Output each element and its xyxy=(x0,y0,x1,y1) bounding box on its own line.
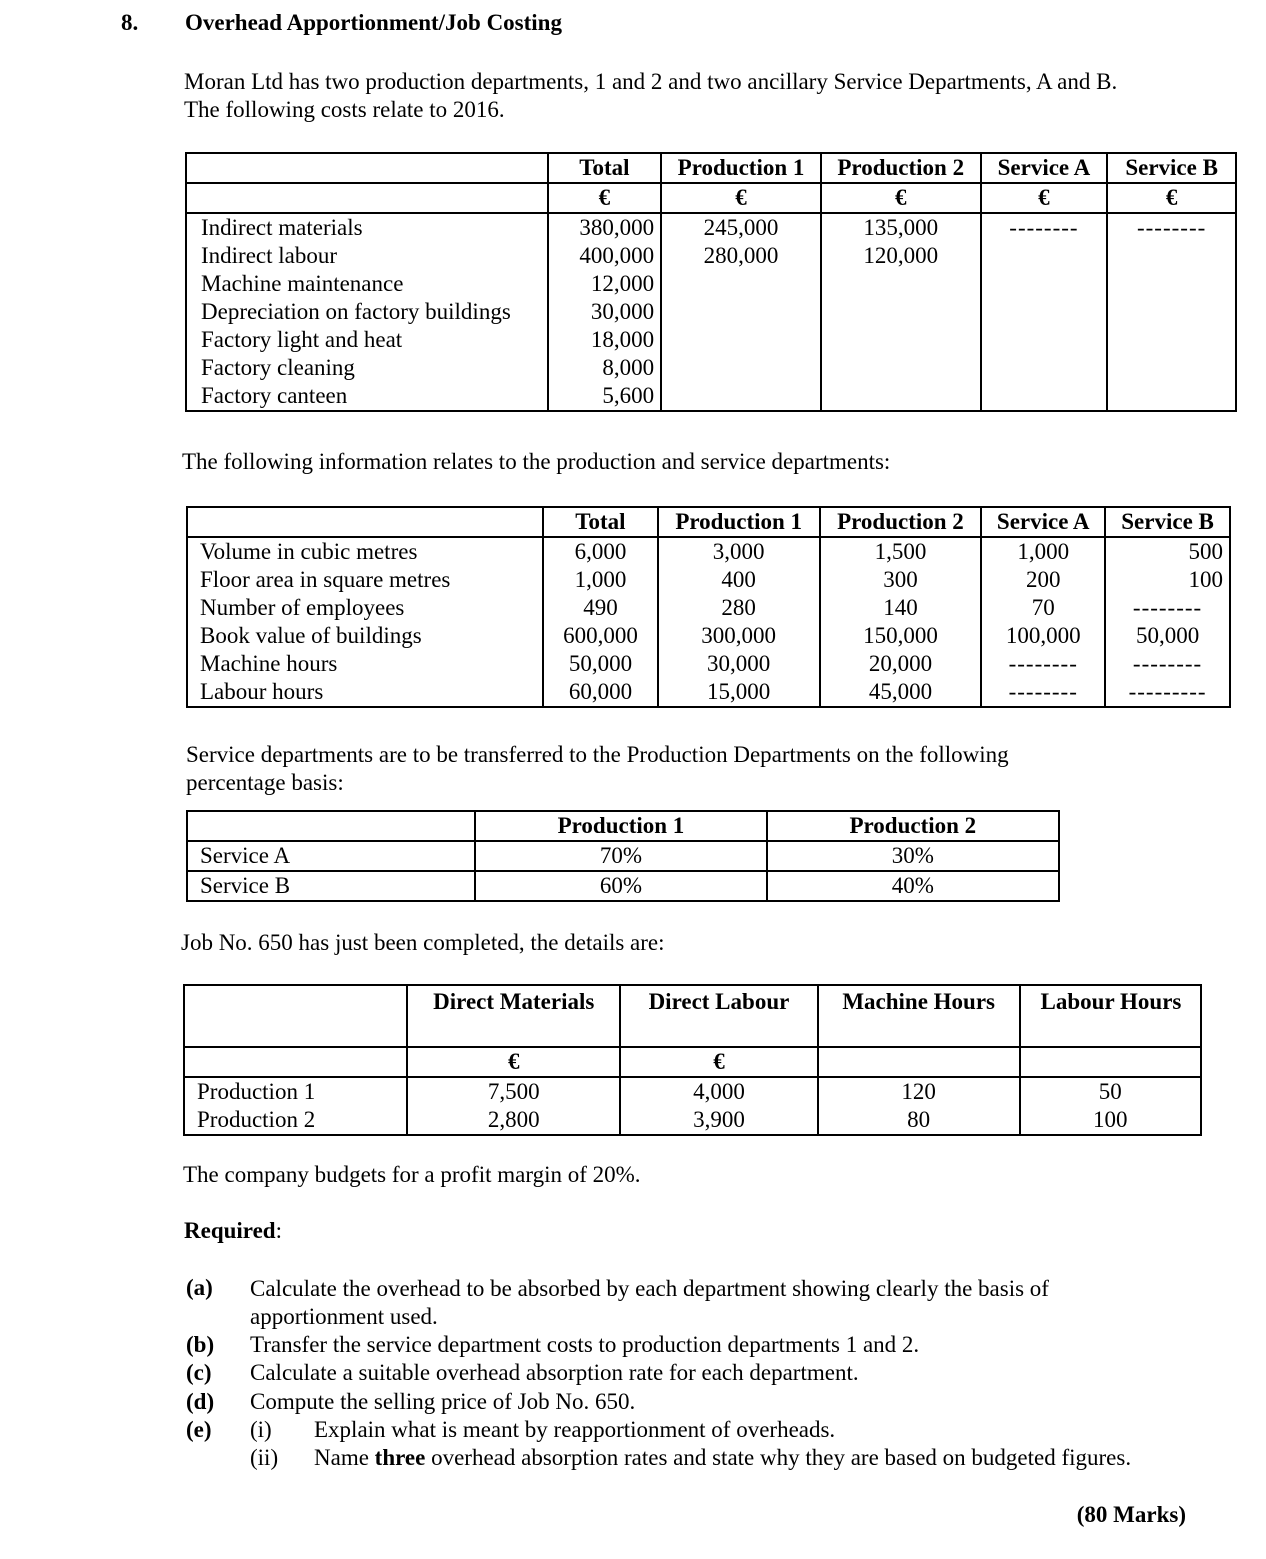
table-row xyxy=(184,1077,1201,1106)
cell-service-a: -------- xyxy=(981,678,1105,707)
table-row xyxy=(187,566,1230,594)
task-a-line-2: apportionment used. xyxy=(250,1304,438,1329)
row-label: Labour hours xyxy=(187,678,543,707)
costs-currency-total: € xyxy=(548,183,662,213)
intro-line-1: Moran Ltd has two production departments, 1 and 2 and two ancillary Service Departments, A and B. xyxy=(184,69,1118,94)
cell-production-2: 300 xyxy=(820,566,982,594)
cell-service-a xyxy=(981,298,1108,326)
cell-production-1 xyxy=(661,382,821,411)
table-row xyxy=(187,871,1059,901)
table-row xyxy=(184,1106,1201,1135)
transfer-header-production-1: Production 1 xyxy=(475,811,766,841)
cell-service-b: -------- xyxy=(1107,213,1236,242)
transfer-header-row xyxy=(187,811,1059,841)
cell-total: 380,000 xyxy=(548,213,662,242)
cell-service-b: --------- xyxy=(1105,678,1230,707)
task-text-a xyxy=(250,1275,1049,1331)
cell-service-a xyxy=(981,270,1108,298)
info-header-row xyxy=(187,507,1230,537)
task-label-d: (d) xyxy=(186,1389,215,1414)
cell-labour-hours: 50 xyxy=(1020,1077,1201,1106)
cell-service-a: -------- xyxy=(981,650,1105,678)
cell-service-b xyxy=(1107,382,1236,411)
cell-service-a: 100,000 xyxy=(981,622,1105,650)
cell-total: 400,000 xyxy=(548,242,662,270)
cell-production-2: 150,000 xyxy=(820,622,982,650)
cell-direct-materials: 7,500 xyxy=(407,1077,620,1106)
costs-currency-service-b: € xyxy=(1107,183,1236,213)
job-currency-blank xyxy=(184,1047,407,1077)
cell-service-b: 50,000 xyxy=(1105,622,1230,650)
cell-production-1 xyxy=(661,326,821,354)
cell-service-a: 200 xyxy=(981,566,1105,594)
task-e-ii-pre: Name xyxy=(314,1445,375,1470)
job-header-direct-materials: Direct Materials xyxy=(407,985,620,1047)
row-label: Book value of buildings xyxy=(187,622,543,650)
row-label: Factory light and heat xyxy=(186,326,548,354)
cell-service-a xyxy=(981,242,1108,270)
info-header-total: Total xyxy=(543,507,658,537)
required-colon: : xyxy=(275,1218,282,1243)
cell-service-a: 70 xyxy=(981,594,1105,622)
info-header-service-b: Service B xyxy=(1105,507,1230,537)
task-a-line-1: Calculate the overhead to be absorbed by each department showing clearly the basis of xyxy=(250,1276,1049,1301)
costs-header-row xyxy=(186,153,1236,183)
task-label-b: (b) xyxy=(186,1332,215,1357)
task-label-e: (e) xyxy=(186,1417,212,1442)
table-row xyxy=(187,594,1230,622)
info-intro-text: The following information relates to the production and service departments: xyxy=(182,449,891,474)
row-label: Service B xyxy=(187,871,475,901)
task-text-b: Transfer the service department costs to production departments 1 and 2. xyxy=(250,1332,920,1357)
cell-production-2 xyxy=(821,326,981,354)
costs-table xyxy=(185,152,1237,412)
question-title: Overhead Apportionment/Job Costing xyxy=(185,10,562,35)
cell-total: 60,000 xyxy=(543,678,658,707)
job-header-blank xyxy=(184,985,407,1047)
cell-machine-hours: 80 xyxy=(818,1106,1020,1135)
cell-labour-hours: 100 xyxy=(1020,1106,1201,1135)
job-currency-direct-materials: € xyxy=(407,1047,620,1077)
cell-service-b xyxy=(1107,242,1236,270)
job-currency-machine-hours xyxy=(818,1047,1020,1077)
task-e-sub-text-ii xyxy=(314,1445,1131,1471)
intro-text xyxy=(184,68,1117,124)
row-label: Machine hours xyxy=(187,650,543,678)
cell-service-a xyxy=(981,326,1108,354)
table-row xyxy=(186,382,1236,411)
row-label: Factory cleaning xyxy=(186,354,548,382)
cell-total: 600,000 xyxy=(543,622,658,650)
intro-line-2: The following costs relate to 2016. xyxy=(184,97,505,122)
row-label: Depreciation on factory buildings xyxy=(186,298,548,326)
row-label: Floor area in square metres xyxy=(187,566,543,594)
cell-service-b: 500 xyxy=(1105,537,1230,566)
cell-production-1: 3,000 xyxy=(658,537,820,566)
task-label-c: (c) xyxy=(186,1360,212,1385)
cell-production-2: 135,000 xyxy=(821,213,981,242)
costs-currency-service-a: € xyxy=(981,183,1108,213)
cell-production-1 xyxy=(661,270,821,298)
cell-total: 8,000 xyxy=(548,354,662,382)
job-header-direct-labour: Direct Labour xyxy=(620,985,818,1047)
cell-total: 6,000 xyxy=(543,537,658,566)
costs-header-blank xyxy=(186,153,548,183)
table-row xyxy=(186,242,1236,270)
job-header-machine-hours: Machine Hours xyxy=(818,985,1020,1047)
job-currency-direct-labour: € xyxy=(620,1047,818,1077)
cell-total: 50,000 xyxy=(543,650,658,678)
info-table xyxy=(186,506,1231,708)
cell-production-1: 15,000 xyxy=(658,678,820,707)
costs-header-service-a: Service A xyxy=(981,153,1108,183)
info-header-service-a: Service A xyxy=(981,507,1105,537)
cell-production-1: 70% xyxy=(475,841,766,871)
table-row xyxy=(187,678,1230,707)
cell-direct-labour: 4,000 xyxy=(620,1077,818,1106)
cell-service-b xyxy=(1107,354,1236,382)
cell-service-a: -------- xyxy=(981,213,1108,242)
transfer-intro-line-1: Service departments are to be transferred to the Production Departments on the following xyxy=(186,742,1009,767)
total-marks: (80 Marks) xyxy=(1076,1502,1186,1527)
question-number: 8. xyxy=(121,10,139,35)
cell-production-2: 40% xyxy=(767,871,1059,901)
cell-production-1: 400 xyxy=(658,566,820,594)
cell-production-2 xyxy=(821,382,981,411)
row-label: Volume in cubic metres xyxy=(187,537,543,566)
task-text-c: Calculate a suitable overhead absorption rate for each department. xyxy=(250,1360,859,1385)
cell-production-1 xyxy=(661,298,821,326)
table-row xyxy=(186,326,1236,354)
row-label: Production 1 xyxy=(184,1077,407,1106)
cell-total: 1,000 xyxy=(543,566,658,594)
transfer-header-production-2: Production 2 xyxy=(767,811,1059,841)
cell-service-b xyxy=(1107,326,1236,354)
cell-production-1: 280,000 xyxy=(661,242,821,270)
transfer-header-blank xyxy=(187,811,475,841)
info-header-production-1: Production 1 xyxy=(658,507,820,537)
cell-service-b: 100 xyxy=(1105,566,1230,594)
row-label: Indirect materials xyxy=(186,213,548,242)
cell-production-2: 120,000 xyxy=(821,242,981,270)
transfer-intro-text xyxy=(186,741,1009,797)
job-header-row xyxy=(184,985,1201,1047)
table-row xyxy=(187,650,1230,678)
cell-production-2: 140 xyxy=(820,594,982,622)
cell-production-1: 245,000 xyxy=(661,213,821,242)
task-e-ii-post: overhead absorption rates and state why they are based on budgeted figures. xyxy=(425,1445,1132,1470)
row-label: Factory canteen xyxy=(186,382,548,411)
table-row xyxy=(186,270,1236,298)
cell-direct-labour: 3,900 xyxy=(620,1106,818,1135)
costs-currency-production-2: € xyxy=(821,183,981,213)
table-row xyxy=(186,298,1236,326)
cell-production-1 xyxy=(661,354,821,382)
profit-text: The company budgets for a profit margin of 20%. xyxy=(183,1162,641,1187)
cell-production-2 xyxy=(821,270,981,298)
task-e-ii-bold: three xyxy=(374,1445,426,1470)
cell-machine-hours: 120 xyxy=(818,1077,1020,1106)
job-header-labour-hours: Labour Hours xyxy=(1020,985,1201,1047)
job-table xyxy=(183,984,1202,1136)
cell-service-a xyxy=(981,354,1108,382)
cell-service-b: -------- xyxy=(1105,594,1230,622)
info-header-production-2: Production 2 xyxy=(820,507,982,537)
cell-direct-materials: 2,800 xyxy=(407,1106,620,1135)
required-heading xyxy=(184,1218,282,1244)
info-header-blank xyxy=(187,507,543,537)
cell-production-2 xyxy=(821,354,981,382)
table-row xyxy=(186,354,1236,382)
cell-production-1: 280 xyxy=(658,594,820,622)
transfer-table xyxy=(186,810,1060,902)
cell-production-2: 20,000 xyxy=(820,650,982,678)
task-label-a: (a) xyxy=(186,1275,213,1300)
cell-total: 490 xyxy=(543,594,658,622)
row-label: Number of employees xyxy=(187,594,543,622)
table-row xyxy=(187,537,1230,566)
cell-production-2 xyxy=(821,298,981,326)
job-currency-labour-hours xyxy=(1020,1047,1201,1077)
cell-service-b xyxy=(1107,270,1236,298)
task-e-sub-text-i: Explain what is meant by reapportionment of overheads. xyxy=(314,1417,836,1442)
task-text-d: Compute the selling price of Job No. 650. xyxy=(250,1389,636,1414)
job-currency-row xyxy=(184,1047,1201,1077)
required-label: Required xyxy=(184,1218,276,1243)
row-label: Service A xyxy=(187,841,475,871)
table-row xyxy=(186,213,1236,242)
costs-header-service-b: Service B xyxy=(1107,153,1236,183)
cell-total: 30,000 xyxy=(548,298,662,326)
table-row xyxy=(187,622,1230,650)
cell-production-2: 1,500 xyxy=(820,537,982,566)
cell-service-b: -------- xyxy=(1105,650,1230,678)
cell-total: 18,000 xyxy=(548,326,662,354)
cell-total: 12,000 xyxy=(548,270,662,298)
row-label: Indirect labour xyxy=(186,242,548,270)
task-e-sub-label-i: (i) xyxy=(250,1417,272,1442)
transfer-intro-line-2: percentage basis: xyxy=(186,770,344,795)
row-label: Production 2 xyxy=(184,1106,407,1135)
costs-currency-production-1: € xyxy=(661,183,821,213)
cell-production-1: 60% xyxy=(475,871,766,901)
cell-service-b xyxy=(1107,298,1236,326)
row-label: Machine maintenance xyxy=(186,270,548,298)
job-intro-text: Job No. 650 has just been completed, the details are: xyxy=(181,930,665,955)
costs-currency-blank xyxy=(186,183,548,213)
cell-production-2: 30% xyxy=(767,841,1059,871)
cell-total: 5,600 xyxy=(548,382,662,411)
cell-production-1: 300,000 xyxy=(658,622,820,650)
costs-header-production-1: Production 1 xyxy=(661,153,821,183)
task-e-sub-label-ii: (ii) xyxy=(250,1445,279,1470)
costs-currency-row xyxy=(186,183,1236,213)
cell-production-2: 45,000 xyxy=(820,678,982,707)
costs-header-production-2: Production 2 xyxy=(821,153,981,183)
costs-header-total: Total xyxy=(548,153,662,183)
cell-service-a xyxy=(981,382,1108,411)
cell-service-a: 1,000 xyxy=(981,537,1105,566)
table-row xyxy=(187,841,1059,871)
cell-production-1: 30,000 xyxy=(658,650,820,678)
